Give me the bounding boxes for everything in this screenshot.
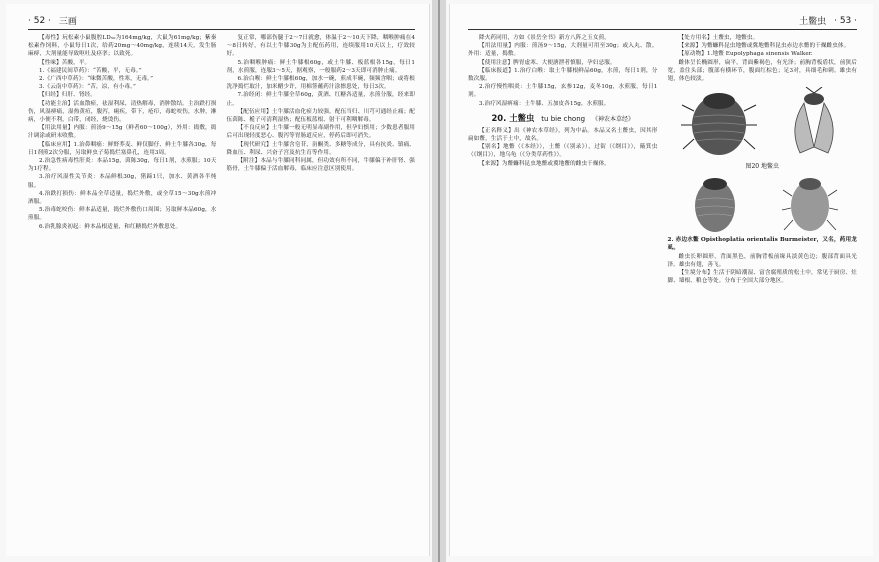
paragraph: 降火药同用，方如《景岳全书》新方八阵之玉女煎。 (479, 35, 610, 41)
left-running-head (28, 14, 415, 30)
right-running-head (468, 14, 857, 30)
paragraph: 5.治咽喉肿痛：鲜土牛膝根60g，或土牛膝、板蓝根各15g，每日1剂，水煎服，连服3～5天，据观察，一般服药2～3天即可消肿止痛。 (226, 59, 415, 74)
insect-figure (668, 87, 858, 252)
right-columns (468, 34, 857, 285)
paragraph: 2.治疗慢性咽炎：土牛膝15g，玄参12g，麦冬10g，水煎服，每日1剂。 (468, 84, 658, 99)
paragraph: 2.《广西中草药》：“味微苦酸，性寒，无毒。” (39, 76, 154, 83)
paragraph: 【不良反应】土牛膝一般无明显毒副作用，但孕妇慎用；少数患者服用后可出现轻度恶心、腹泻等胃肠道反应，停药后即可消失。 (226, 125, 415, 140)
left-page (6, 4, 430, 556)
paragraph: 【处方用名】土鳖虫，地鳖虫。 (678, 35, 759, 41)
entry-title: 20. 土鳖虫 (491, 112, 535, 123)
entry-heading (468, 112, 658, 124)
entry-pinyin: tu bie chong (541, 114, 586, 123)
right-page-number: · 53 · (834, 15, 857, 26)
entry-source: 《神农本草经》 (592, 115, 635, 123)
paragraph: 【来源】为鳖蠊科昆虫地鳖或冀地鳖科昆虫赤边水鳖的干燥雌虫体。 (678, 43, 850, 50)
left-col-2 (227, 34, 416, 231)
paragraph: 【毒性】玩松素小鼠腹腔LD₅₀为164mg/kg，大鼠为61mg/kg；紫秦松素作饲料，小鼠每日1次，给药20mg～40mg/kg，连续14天，发生肠麻痹，大剂量能导致呕吐及痉挛；以致死。 (28, 35, 217, 58)
red-edge-beetle-illustration (685, 172, 745, 236)
paragraph: 3.治疗风湿痹痛：土牛膝、五加皮各15g，水煎服。 (479, 100, 610, 107)
paragraph: 7.治经闭：鲜土牛膝全草60g，黄酒、红糖各适量，水煎分服，经来即止。 (226, 92, 415, 107)
paragraph: 6.治白喉：鲜土牛膝根60g，加水一碗，煎成半碗，频频含咽；或将根洗净捣烂取汁，加米醋少许，用棉签蘸药汁涂擦患处，每日3次。 (226, 76, 415, 91)
paragraph: 【配伍应用】土牛膝活血化瘀力较强，配伍当归、川芎可通经止痛；配伍茵陈、栀子可清利湿热；配伍板蓝根、射干可利咽解毒。 (226, 108, 415, 124)
paragraph: 1.《福建民间草药》：“苦酸，平，无毒。” (39, 67, 142, 74)
book-gutter (432, 0, 446, 562)
paragraph: 3.治疗风湿性关节炎：本品鲜根30g，猪蹄1只，加水、黄酒各半炖服。 (28, 174, 217, 189)
paragraph: 【来源】为鳖蠊科昆虫地鳖或冀地鳖的雌虫干燥体。 (479, 160, 610, 167)
paragraph: 【原动物】1.地鳖 Eupolyphaga sinensis Walker. (678, 51, 813, 58)
left-col-1 (28, 34, 217, 231)
winged-male-illustration (784, 87, 844, 159)
left-columns (28, 34, 415, 231)
figure-subcaption: 2. 赤边水鳖 Opisthoplatia orientalis Burmeister，又名，药用龙虱。 (667, 237, 857, 252)
paragraph: 【用法用量】内服：煎汤9～15g，大剂量可用至30g；或入丸、散。外用：适量，捣敷。 (468, 43, 658, 58)
right-col-2 (668, 34, 858, 285)
paragraph: 5.治毒蛇咬伤：鲜本品适量，捣烂外敷伤口周围；另取鲜本品60g，水煎服。 (28, 207, 217, 222)
paragraph: 6.治乳腺炎初起：鲜本品根适量，和红糖捣烂外敷患处。 (39, 223, 182, 230)
paragraph: 2.治急性病毒性肝炎：本品15g，茵陈30g，每日1剂，水煎服；10天为1疗程。 (28, 158, 217, 173)
left-page-number: · 52 · (28, 15, 51, 26)
paragraph: 【功能主治】活血散瘀，祛湿利尿，清热解毒，消肿散结。主治跌打损伤，风湿痹痛，湿热黄疸，腹泻，痢疾，带下，疮疖，毒蛇咬伤，水肿，淋病，小便不利，白带，闭经，烧烫伤。 (28, 100, 217, 124)
right-page (449, 4, 873, 556)
paragraph: 【现代研究】土牛膝含皂苷、甾酮类、多糖等成分，具有抗炎、镇痛、降血压、利尿、兴奋子宫及抗生育等作用。 (226, 141, 415, 156)
paragraph: 【使用注意】脾胃虚寒、大便溏泄者慎服，孕妇忌服。 (479, 59, 616, 66)
paragraph: 【临床报道】1.治疗白喉：取土牛膝根鲜品60g，水煎，每日1剂，分数次服。 (468, 67, 658, 83)
paragraph: 雌体呈长椭圆形，扁平，背面紫褐色，有光泽；前胸背板盾状，前狭后宽，盖住头部；腹部有横环节，腹面红棕色；足3对，具细毛和刺。雄虫有翅，体色较淡。 (667, 59, 857, 83)
paragraph: 【用法用量】内服：煎汤9～15g（鲜者60～100g），外用：捣敷，捣汁调涂或研末收敷。 (28, 125, 217, 140)
figure-caption: 图20 地鳖虫 (745, 163, 780, 171)
paragraph: 【性味】苦酸，平。 (39, 59, 91, 66)
paragraph: 【附注】本品与牛膝同科同属，但功效有所不同，牛膝偏于补肝肾、强筋骨，土牛膝偏于活血解毒，临床应注意区别使用。 (226, 158, 415, 173)
right-col-1 (468, 34, 658, 285)
right-section-title: 土鳖虫 (799, 17, 827, 27)
paragraph: 3.《云南中草药》：“苦，凉，有小毒。” (39, 84, 136, 91)
paragraph: 4.治跌打损伤：鲜本品全草适量，捣烂外敷，或全草15～30g水煎冲酒服。 (28, 190, 217, 206)
ground-beetle-illustration (680, 87, 758, 159)
red-edge-beetle-ventral-illustration (780, 172, 840, 236)
paragraph: 【别名】地鳖（《本经》），土鳖（《别录》），过街（《纲目》），簸箕虫（《纲目》），地乌龟（《分类草药性》）。 (468, 144, 658, 159)
paragraph: 【临床应用】1.治鼻咽癌：鲜野荞麦、鲜仅脚仔、鲜土牛膝各30g，每日1剂煎2次分服，另取鲜虫子菊捣烂塞鼻孔，连用3周。 (28, 141, 217, 156)
paragraph: 雌虫长卵圆形，背面黑色，前胸背板前缘具淡黄色边；腹部背面具光泽。雄虫有翅，善飞。 (667, 253, 857, 268)
paragraph: 【归经】归肝、肾经。 (39, 92, 96, 99)
paragraph: 【生境分布】生活于阴暗潮湿、富含腐殖质的松土中，常见于厨房、灶脚、墙根、粮仓等处。分布于全国大部分地区。 (667, 270, 857, 285)
left-section-title: 三画 (58, 17, 77, 27)
paragraph: 复正常，哪部伤腿于2～7日就愈，体温于2～10天下降，咽喉肿痛在4～8日转好，有以土牛膝30g为主配伍药用，连续服用10天以上，疗效较好。 (226, 35, 415, 58)
paragraph: 【正名释义】出《神农本草经》，列为中品。本品又名土鳖虫，因其形扁如鳖，生活于土中，故名。 (468, 127, 658, 143)
